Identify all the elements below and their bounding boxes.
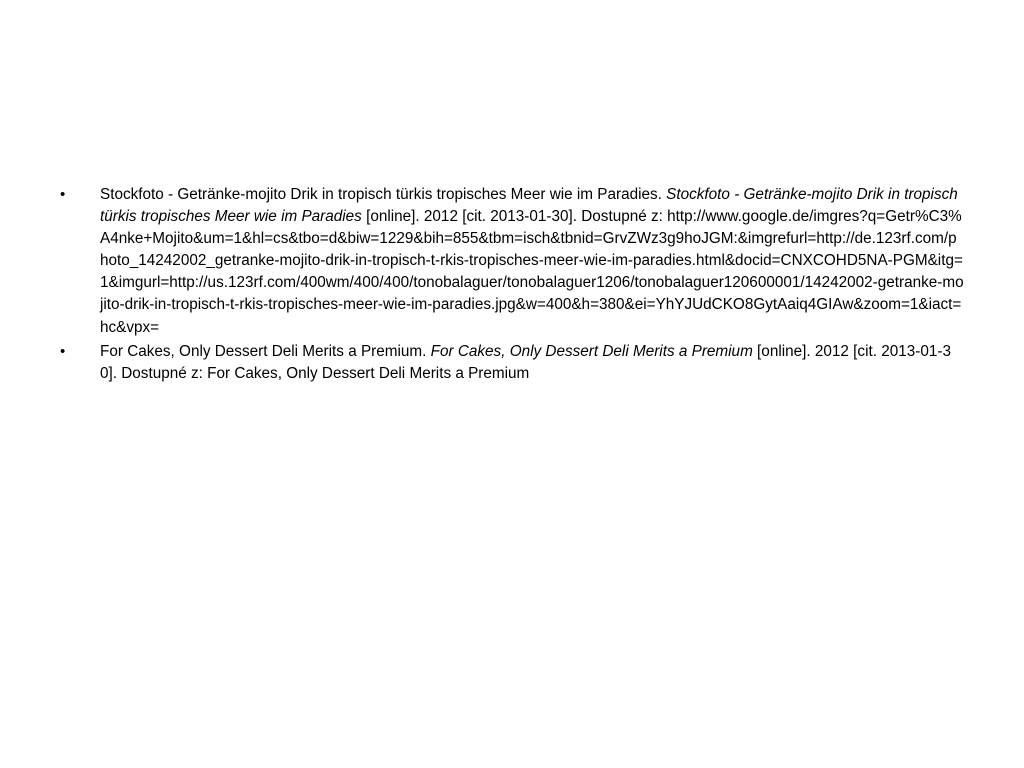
reference-text	[100, 184, 964, 339]
reference-list	[60, 184, 964, 385]
reference-text	[100, 341, 964, 385]
reference-lead: Stockfoto - Getränke-mojito Drik in tropisch türkis tropisches Meer wie im Paradies.	[100, 186, 667, 203]
reference-source: [online]. 2012 [cit. 2013-01-30]. Dostupné z: For Cakes, Only Dessert Deli Merits a Premium	[100, 342, 951, 382]
bullet-icon: •	[60, 186, 66, 203]
reference-title: Stockfoto - Getränke-mojito Drik in tropisch türkis tropisches Meer wie im Paradies	[100, 186, 958, 226]
reference-item-mojito	[60, 184, 964, 339]
reference-lead: For Cakes, Only Dessert Deli Merits a Premium.	[100, 342, 431, 360]
reference-source: [online]. 2012 [cit. 2013-01-30]. Dostupné z: http://www.google.de/imgres?q=Getr%C3%A4nke+Mojito&um=1&hl=cs&tbo=d&biw=1229&bih=855&tbm=isch&tbnid=GrvZWz3g9hoJGM:&imgrefurl=http://de.123rf.com/photo_14242002_getranke-mojito-drik-in-tropisch-t-rkis-tropisches-meer-wie-im-paradies.html&docid=CNXCOHD5NA-PGM&itg=1&imgurl=http://us.123rf.com/400wm/400/400/tonobalaguer/tonobalaguer1206/tonobalaguer120600001/14242002-getranke-mojito-drik-in-tropisch-t-rkis-tropisches-meer-wie-im-paradies.jpg&w=400&h=380&ei=YhYJUdCKO8GytAaiq4GIAw&zoom=1&iact=hc&vpx=	[100, 208, 964, 336]
bullet-icon: •	[60, 342, 66, 360]
reference-item-cakes	[60, 341, 964, 385]
reference-title: For Cakes, Only Dessert Deli Merits a Premium	[430, 342, 753, 360]
